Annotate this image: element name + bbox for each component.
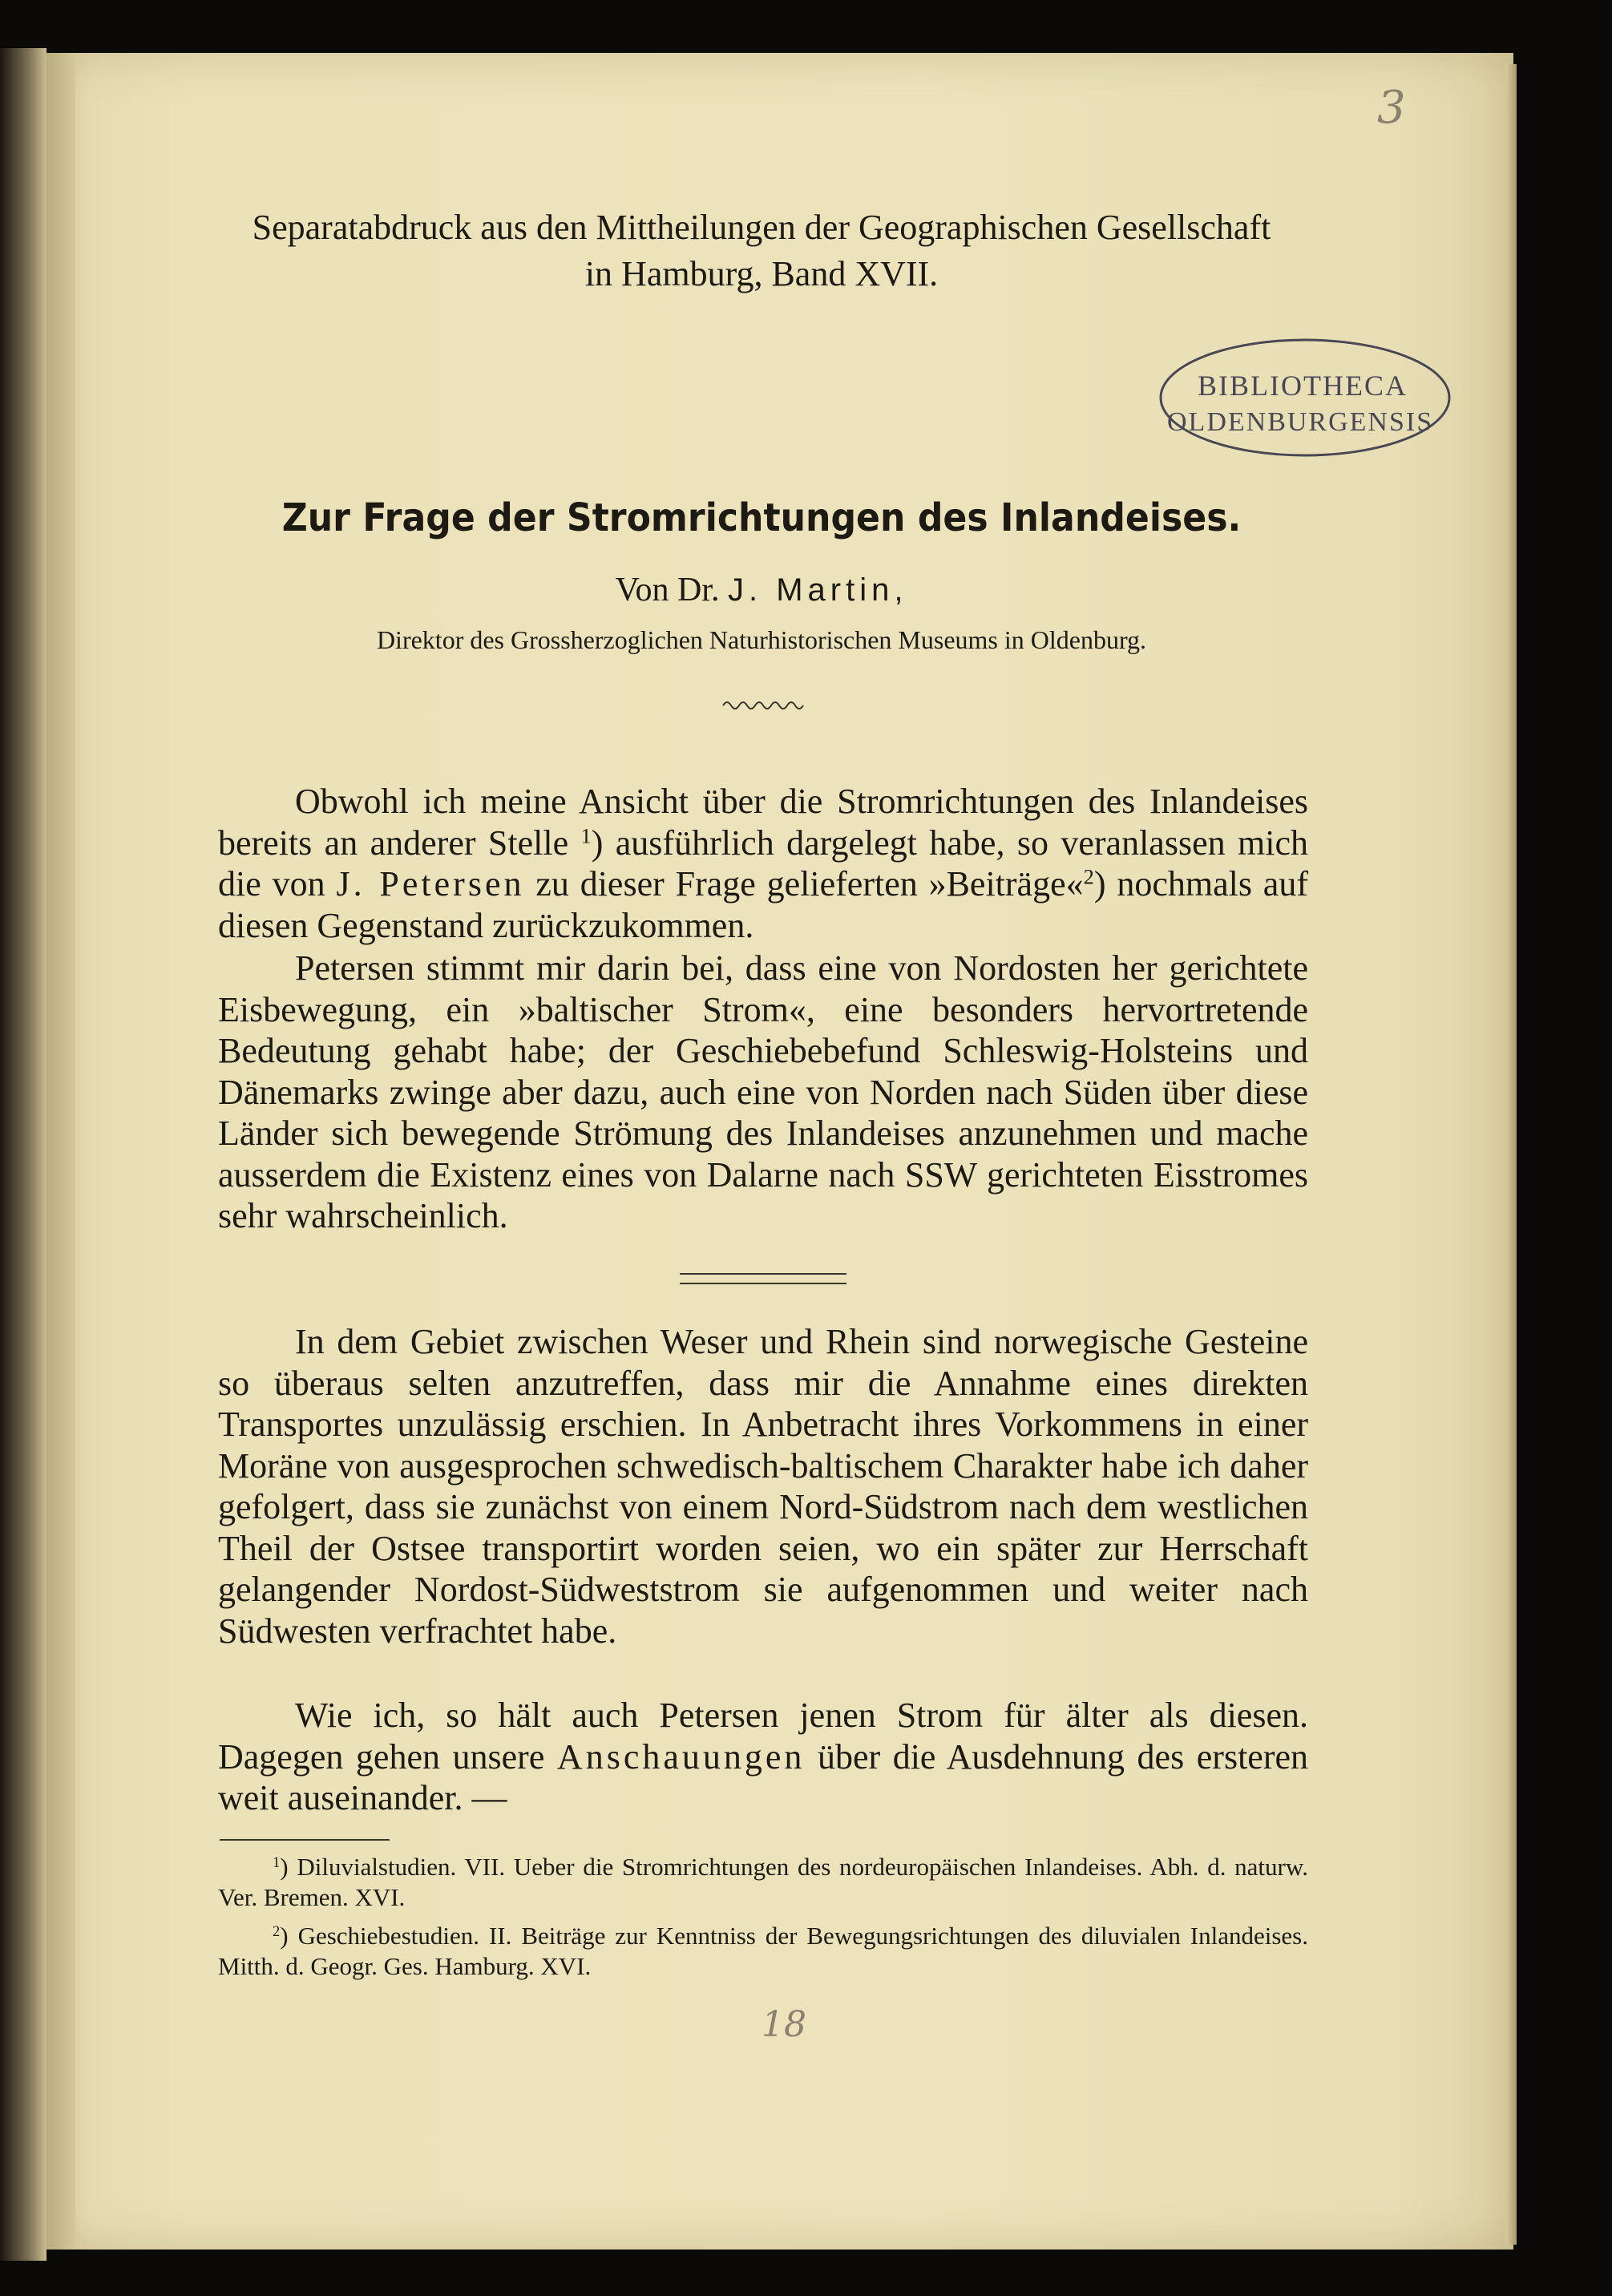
p1-text-b: ) ausführlich dargelegt habe, so veranlassen mich die von bbox=[218, 823, 1308, 903]
previous-page-edge bbox=[0, 48, 46, 2261]
footnote-1-mark: 1 bbox=[273, 1853, 281, 1871]
pencil-annotation: 18 bbox=[762, 2004, 806, 2045]
stamp-text-line-2: OLDENBURGENSIS bbox=[1167, 407, 1434, 437]
footnote-rule bbox=[220, 1839, 390, 1841]
paragraph-1 bbox=[218, 781, 1308, 946]
footnote-2-mark: 2 bbox=[273, 1922, 281, 1940]
footnote-1-text: ) Diluvialstudien. VII. Ueber die Stromrichtungen des nordeuropäischen Inlandeises. Abh. d. naturw. Ver. Bremen. XVI. bbox=[218, 1853, 1308, 1911]
paragraph-4 bbox=[218, 1695, 1308, 1819]
p4-spaced-word: Anschauungen bbox=[556, 1736, 806, 1777]
footnote-2-text: ) Geschiebestudien. II. Beiträge zur Kenntniss der Bewegungsrichtungen des diluvialen Inlandeises. Mitth. d. Geogr. Ges. Hamburg. XVI. bbox=[218, 1922, 1308, 1980]
handwritten-page-number: 3 bbox=[1377, 82, 1406, 134]
offprint-header bbox=[120, 204, 1403, 297]
p4-text-a: Wie ich, so hält auch Petersen jenen Strom für älter als diesen. Dagegen gehen unsere bbox=[218, 1696, 1308, 1777]
page-binding bbox=[46, 53, 75, 2250]
ornament-squiggle-icon bbox=[721, 697, 810, 713]
p1-text-c: zu dieser Frage gelieferten »Beiträge« bbox=[524, 864, 1084, 903]
p1-text-a: Obwohl ich meine Ansicht über die Stromrichtungen des Inlandeises bereits an anderer Stelle bbox=[218, 782, 1308, 863]
p1-name-petersen: J. Petersen bbox=[336, 864, 525, 903]
section-divider bbox=[680, 1273, 846, 1284]
stamp-text-line-1: BIBLIOTHECA bbox=[1198, 370, 1408, 402]
byline-prefix: Von Dr. bbox=[615, 572, 728, 608]
p1-text-d: ) nochmals auf diesen Gegenstand zurückzukommen. bbox=[218, 864, 1308, 945]
paragraph-2: Petersen stimmt mir darin bei, dass eine von Nordosten her gerichtete Eisbewegung, ein »baltischer Strom«, eine besonders hervortretende Bedeutung gehabt habe; der Geschiebebefund Schleswig-Holsteins und Dänemarks zwinge aber dazu, auch eine von Norden nach Süden über diese Länder sich bewegende Strömung des Inlandeises anzunehmen und mache ausserdem die Existenz eines von Dalarne nach SSW gerichteten Eisstromes sehr wahrscheinlich. bbox=[218, 948, 1308, 1235]
footnote-2 bbox=[218, 1921, 1308, 1982]
p4-text-b: über die Ausdehnung des ersteren weit auseinander. — bbox=[218, 1736, 1309, 1817]
author-name: J. Martin, bbox=[727, 572, 908, 608]
page-right-edge bbox=[1505, 64, 1517, 2245]
header-line-2: in Hamburg, Band XVII. bbox=[584, 254, 939, 293]
footnote-1 bbox=[218, 1852, 1308, 1913]
footnote-ref-1: 1 bbox=[580, 823, 592, 847]
footnote-ref-2: 2 bbox=[1083, 864, 1094, 889]
author-byline bbox=[120, 571, 1403, 609]
header-line-1: Separatabdruck aus den Mittheilungen der Geographischen Gesellschaft bbox=[252, 208, 1271, 247]
library-stamp bbox=[1153, 327, 1457, 471]
paragraph-3: In dem Gebiet zwischen Weser und Rhein sind norwegische Gesteine so überaus selten anzutreffen, dass mir die Annahme eines direkten Transportes unzulässig erschien. In Anbetracht ihres Vorkommens in einer Moräne von ausgesprochen schwedisch-baltischem Charakter habe ich daher gefolgert, dass sie zunächst von einem Nord-Südstrom nach dem westlichen Theil der Ostsee transportirt worden seien, wo ein später zur Herrschaft gelangender Nordost-Südweststrom sie aufgenommen und weiter nach Südwesten verfrachtet habe. bbox=[218, 1322, 1308, 1651]
author-affiliation: Direktor des Grossherzoglichen Naturhistorischen Museums in Oldenburg. bbox=[376, 625, 1147, 654]
article-title: Zur Frage der Stromrichtungen des Inlandeises. bbox=[281, 495, 1242, 540]
